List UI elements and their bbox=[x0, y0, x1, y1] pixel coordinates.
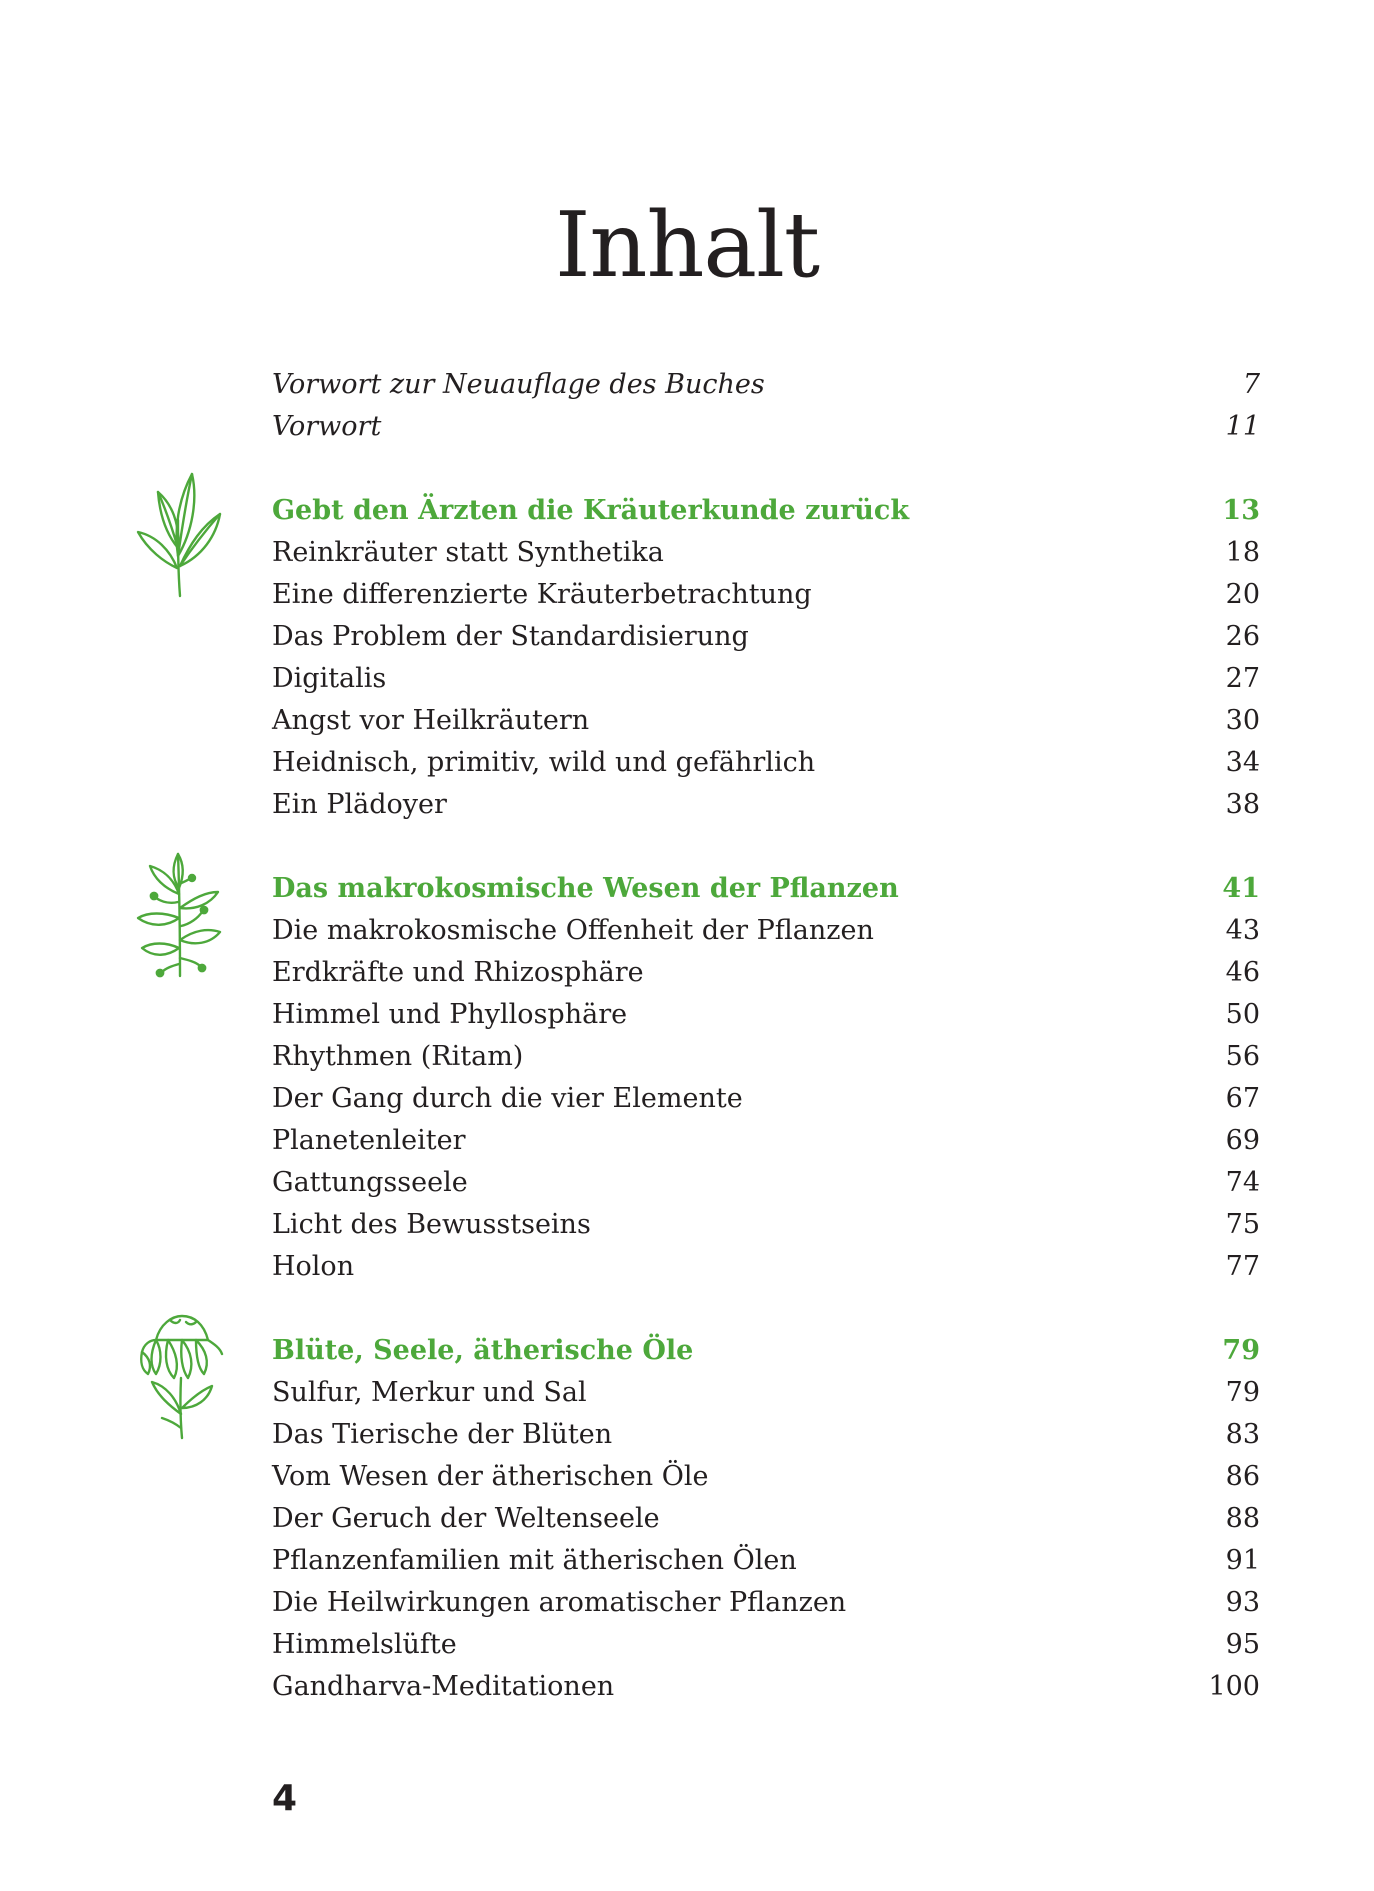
toc-entry-page: 86 bbox=[1225, 1461, 1260, 1492]
toc-entry-label: Die makrokosmische Offenheit der Pflanzen bbox=[272, 915, 874, 946]
toc-entry-label: Himmelslüfte bbox=[272, 1629, 457, 1660]
toc-entry-page: 67 bbox=[1225, 1083, 1260, 1114]
toc-entry[interactable] bbox=[272, 1456, 1260, 1498]
toc-entry-label: Das Tierische der Blüten bbox=[272, 1419, 613, 1450]
preface-section bbox=[272, 364, 1260, 448]
chapter-heading-label: Gebt den Ärzten die Kräuterkunde zurück bbox=[272, 495, 910, 526]
toc-entry-label: Licht des Bewusstseins bbox=[272, 1209, 591, 1240]
toc-entry[interactable] bbox=[272, 952, 1260, 994]
toc-entry-page: 38 bbox=[1225, 789, 1260, 820]
toc-entry-page: 20 bbox=[1225, 579, 1260, 610]
toc-entry-page: 30 bbox=[1225, 705, 1260, 736]
toc-entry-label: Gattungsseele bbox=[272, 1167, 468, 1198]
toc-entry-label: Der Gang durch die vier Elemente bbox=[272, 1083, 743, 1114]
toc-entry[interactable] bbox=[272, 1414, 1260, 1456]
toc-entry-page: 79 bbox=[1225, 1377, 1260, 1408]
toc-entry-label: Sulfur, Merkur und Sal bbox=[272, 1377, 587, 1408]
toc-entry-label: Heidnisch, primitiv, wild und gefährlich bbox=[272, 747, 816, 778]
toc-entry[interactable] bbox=[272, 1246, 1260, 1288]
chapter-heading-page: 79 bbox=[1222, 1335, 1260, 1366]
chapter-heading[interactable] bbox=[272, 868, 1260, 910]
toc-entry-label: Pflanzenfamilien mit ätherischen Ölen bbox=[272, 1545, 797, 1576]
toc-entry-page: 74 bbox=[1225, 1167, 1260, 1198]
toc-entry-page: 93 bbox=[1225, 1587, 1260, 1618]
toc-entry[interactable] bbox=[272, 1036, 1260, 1078]
toc-entry-page: 18 bbox=[1225, 537, 1260, 568]
toc-entry-page: 26 bbox=[1225, 621, 1260, 652]
toc-entry[interactable] bbox=[272, 574, 1260, 616]
toc-entry[interactable] bbox=[272, 1624, 1260, 1666]
table-of-contents bbox=[272, 364, 1260, 1708]
toc-entry-label: Holon bbox=[272, 1251, 355, 1282]
chapter-heading-page: 41 bbox=[1222, 873, 1260, 904]
toc-entry-label: Ein Plädoyer bbox=[272, 789, 447, 820]
toc-entry[interactable] bbox=[272, 616, 1260, 658]
toc-entry-page: 83 bbox=[1225, 1419, 1260, 1450]
toc-entry-page: 95 bbox=[1225, 1629, 1260, 1660]
toc-entry[interactable] bbox=[272, 1666, 1260, 1708]
toc-entry-page: 69 bbox=[1225, 1125, 1260, 1156]
toc-entry-page: 46 bbox=[1225, 957, 1260, 988]
toc-entry[interactable] bbox=[272, 1078, 1260, 1120]
toc-entry-page: 56 bbox=[1225, 1041, 1260, 1072]
toc-entry-page: 34 bbox=[1225, 747, 1260, 778]
toc-entry[interactable] bbox=[272, 910, 1260, 952]
toc-entry-page: 100 bbox=[1208, 1671, 1260, 1702]
toc-entry[interactable] bbox=[272, 658, 1260, 700]
toc-entry[interactable] bbox=[272, 406, 1260, 448]
chapter-heading-label: Das makrokosmische Wesen der Pflanzen bbox=[272, 873, 899, 904]
toc-entry[interactable] bbox=[272, 364, 1260, 406]
toc-entry[interactable] bbox=[272, 1582, 1260, 1624]
page-title: Inhalt bbox=[554, 193, 820, 298]
toc-entry[interactable] bbox=[272, 1120, 1260, 1162]
toc-entry-page: 91 bbox=[1225, 1545, 1260, 1576]
toc-entry-label: Vorwort zur Neuauflage des Buches bbox=[272, 369, 765, 400]
page-number: 4 bbox=[272, 1778, 298, 1819]
toc-entry[interactable] bbox=[272, 1372, 1260, 1414]
toc-entry-label: Angst vor Heilkräutern bbox=[272, 705, 590, 736]
toc-entry-label: Vorwort bbox=[272, 411, 382, 442]
chapter-section bbox=[272, 490, 1260, 826]
leaf-sprig-icon bbox=[134, 470, 224, 600]
toc-entry-label: Vom Wesen der ätherischen Öle bbox=[272, 1461, 709, 1492]
toc-entry-label: Reinkräuter statt Synthetika bbox=[272, 537, 664, 568]
toc-entry-page: 27 bbox=[1225, 663, 1260, 694]
toc-entry[interactable] bbox=[272, 1162, 1260, 1204]
toc-entry-label: Erdkräfte und Rhizosphäre bbox=[272, 957, 644, 988]
chapter-heading[interactable] bbox=[272, 1330, 1260, 1372]
toc-entry-label: Himmel und Phyllosphäre bbox=[272, 999, 628, 1030]
toc-entry[interactable] bbox=[272, 700, 1260, 742]
toc-entry-page: 43 bbox=[1225, 915, 1260, 946]
toc-entry-page: 75 bbox=[1225, 1209, 1260, 1240]
chapter-section bbox=[272, 868, 1260, 1288]
toc-entry-page: 77 bbox=[1225, 1251, 1260, 1282]
toc-entry-label: Planetenleiter bbox=[272, 1125, 466, 1156]
toc-entry-page: 50 bbox=[1225, 999, 1260, 1030]
toc-entry-label: Die Heilwirkungen aromatischer Pflanzen bbox=[272, 1587, 847, 1618]
toc-entry-label: Gandharva-Meditationen bbox=[272, 1671, 615, 1702]
toc-entry[interactable] bbox=[272, 1204, 1260, 1246]
chapter-heading[interactable] bbox=[272, 490, 1260, 532]
toc-entry-label: Digitalis bbox=[272, 663, 387, 694]
toc-entry-label: Das Problem der Standardisierung bbox=[272, 621, 749, 652]
toc-entry-page: 11 bbox=[1225, 411, 1260, 442]
chapter-section bbox=[272, 1330, 1260, 1708]
toc-entry[interactable] bbox=[272, 532, 1260, 574]
chapter-heading-page: 13 bbox=[1222, 495, 1260, 526]
toc-entry[interactable] bbox=[272, 1498, 1260, 1540]
toc-entry[interactable] bbox=[272, 784, 1260, 826]
toc-entry-label: Der Geruch der Weltenseele bbox=[272, 1503, 660, 1534]
toc-entry-page: 88 bbox=[1225, 1503, 1260, 1534]
toc-entry[interactable] bbox=[272, 1540, 1260, 1582]
toc-entry[interactable] bbox=[272, 742, 1260, 784]
toc-entry[interactable] bbox=[272, 994, 1260, 1036]
toc-entry-page: 7 bbox=[1242, 369, 1260, 400]
toc-entry-label: Rhythmen (Ritam) bbox=[272, 1041, 524, 1072]
chamomile-flower-icon bbox=[134, 1310, 224, 1440]
chapter-heading-label: Blüte, Seele, ätherische Öle bbox=[272, 1335, 694, 1366]
berry-branch-icon bbox=[134, 848, 224, 978]
toc-entry-label: Eine differenzierte Kräuterbetrachtung bbox=[272, 579, 812, 610]
